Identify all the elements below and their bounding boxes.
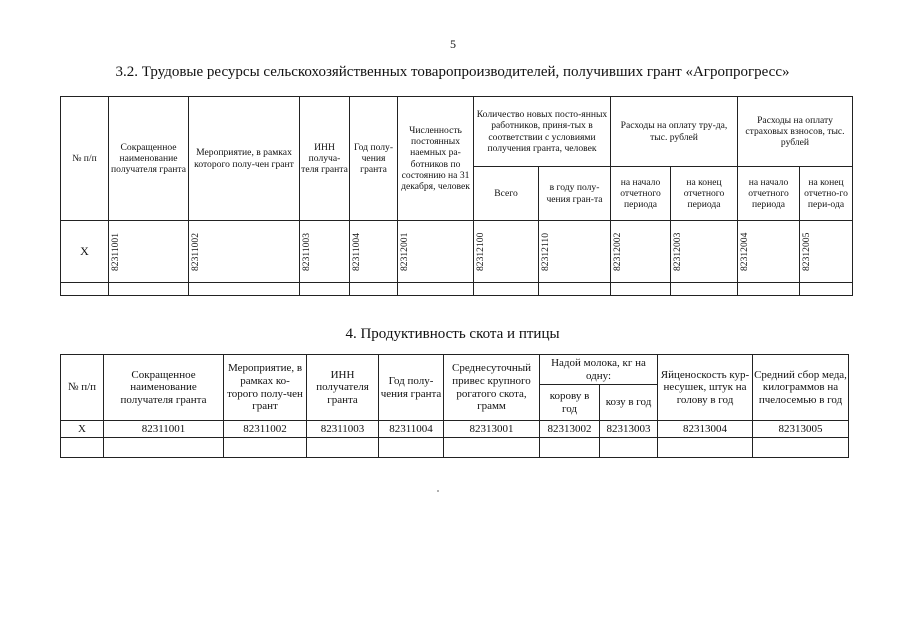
header-milk: Надой молока, кг на одну:	[540, 355, 658, 385]
header-event: Мероприятие, в рамках ко-торого полу-чен грант	[224, 355, 307, 421]
empty-row	[61, 438, 849, 458]
productivity-table	[60, 354, 849, 458]
code-cell: 82312003	[672, 232, 683, 271]
header-num: № п/п	[61, 355, 104, 421]
code-cell: 82312110	[540, 232, 551, 271]
code-cell: 82312002	[612, 232, 623, 271]
scan-speck	[437, 490, 439, 492]
header-weight-gain: Среднесуточный привес крупного рогатого скота, грамм	[444, 355, 540, 421]
header-labor-start: на начало отчетного периода	[611, 167, 671, 221]
labor-resources-table	[60, 96, 853, 296]
code-row-num: Х	[61, 221, 109, 283]
header-new-total: Всего	[474, 167, 539, 221]
code-cell: 82311002	[190, 232, 201, 271]
empty-row	[61, 283, 853, 296]
code-cell: 82312005	[801, 232, 812, 271]
header-year: Год полу-чения гранта	[350, 97, 398, 221]
code-cell: 82312001	[399, 232, 410, 271]
header-short-name: Сокращенное наименование получателя гранта	[109, 97, 189, 221]
code-cell: 82312004	[739, 232, 750, 271]
code-cell: 82313003	[600, 421, 658, 438]
code-cell: 82313001	[444, 421, 540, 438]
code-row	[61, 421, 849, 438]
header-insurance-costs: Расходы на оплату страховых взносов, тыс. рублей	[738, 97, 853, 167]
code-cell: 82311003	[301, 232, 312, 271]
code-cell: 82311002	[224, 421, 307, 438]
header-milk-goat: козу в год	[600, 385, 658, 421]
header-short-name: Сокращенное наименование получателя гранта	[104, 355, 224, 421]
code-cell: 82311003	[307, 421, 379, 438]
header-inn: ИНН получа-теля гранта	[300, 97, 350, 221]
header-ins-start: на начало отчетного периода	[738, 167, 800, 221]
header-inn: ИНН получателя гранта	[307, 355, 379, 421]
code-cell: 82313002	[540, 421, 600, 438]
code-cell: 82311001	[104, 421, 224, 438]
code-cell: 82313005	[753, 421, 849, 438]
header-num: № п/п	[61, 97, 109, 221]
header-event: Мероприятие, в рамках которого полу-чен грант	[189, 97, 300, 221]
header-year: Год полу-чения гранта	[379, 355, 444, 421]
header-new-in-year: в году полу-чения гран-та	[539, 167, 611, 221]
header-new-workers: Количество новых посто-янных работников, приня-тых в соответствии с условиями получения гранта, человек	[474, 97, 611, 167]
header-ins-end: на конец отчетно-го пери-ода	[800, 167, 853, 221]
header-honey: Средний сбор меда, килограммов на пчелосемью в год	[753, 355, 849, 421]
code-cell: 82311004	[351, 232, 362, 271]
code-cell: 82313004	[658, 421, 753, 438]
section-title-productivity: 4. Продуктивность скота и птицы	[345, 326, 560, 342]
section-title-labor: 3.2. Трудовые ресурсы сельскохозяйственных товаропроизводителей, получивших грант «Агропрогресс»	[115, 64, 790, 80]
code-cell: 82311004	[379, 421, 444, 438]
code-cell: 82311001	[110, 232, 121, 271]
header-milk-cow: корову в год	[540, 385, 600, 421]
header-eggs: Яйценоскость кур-несушек, штук на голову в год	[658, 355, 753, 421]
code-cell: 82312100	[475, 232, 486, 271]
header-labor-end: на конец отчетного периода	[671, 167, 738, 221]
header-labor-costs: Расходы на оплату тру-да, тыс. рублей	[611, 97, 738, 167]
header-employees: Численность постоянных наемных ра-ботников по состоянию на 31 декабря, человек	[398, 97, 474, 221]
page-number: 5	[450, 37, 456, 51]
code-row-num: Х	[61, 421, 104, 438]
